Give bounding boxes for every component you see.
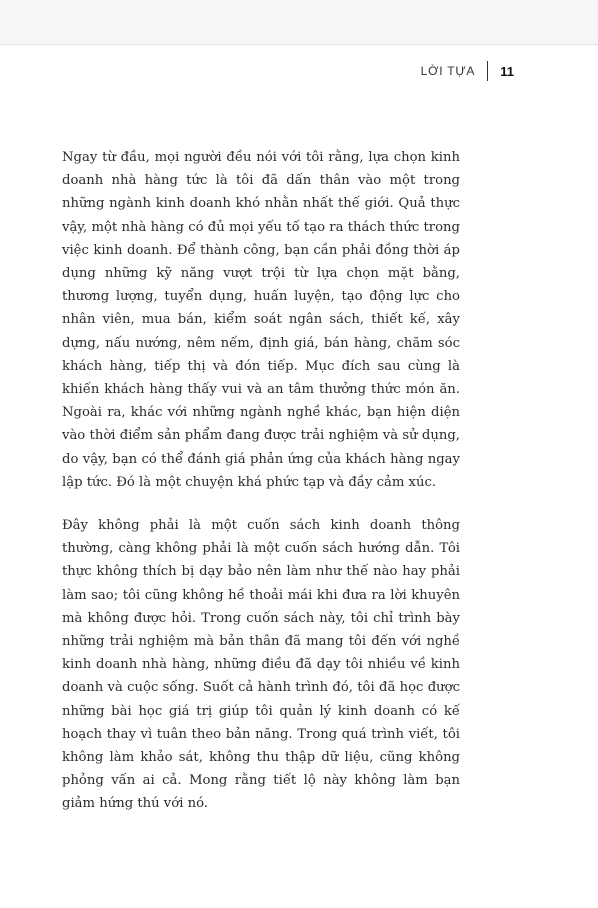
body-text (62, 146, 460, 816)
running-header (421, 60, 514, 82)
section-title: LỜI TỰA (420, 64, 476, 78)
page-number: 11 (500, 63, 514, 79)
top-page-border (0, 0, 598, 45)
paragraph-2: Đây không phải là một cuốn sách kinh doanh thông thường, càng không phải là một cuốn sách hướng dẫn. Tôi thực không thích bị dạy bảo nên làm như thế nào hay phải làm sao; tôi cũng không hề thoải mái khi đưa ra lời khuyên mà không được hỏi. Trong cuốn sách này, tôi chỉ trình bày những trải nghiệm mà bản thân đã mang tôi đến với nghề kinh doanh nhà hàng, những điều đã dạy tôi nhiều về kinh doanh và cuộc sống. Suốt cả hành trình đó, tôi đã học được những bài học giá trị giúp tôi quản lý kinh doanh có kế hoạch thay vì tuân theo bản năng. Trong quá trình viết, tôi không làm khảo sát, không thu thập dữ liệu, cũng không phỏng vấn ai cả. Mong rằng tiết lộ này không làm bạn giảm hứng thú với nó. (62, 518, 460, 812)
header-divider (487, 61, 488, 81)
paragraph-1: Ngay từ đầu, mọi người đều nói với tôi rằng, lựa chọn kinh doanh nhà hàng tức là tôi đã dấn thân vào một trong những ngành kinh doanh khó nhằn nhất thế giới. Quả thực vậy, một nhà hàng có đủ mọi yếu tố tạo ra thách thức trong việc kinh doanh. Để thành công, bạn cần phải đồng thời áp dụng những kỹ năng vượt trội từ lựa chọn mặt bằng, thương lượng, tuyển dụng, huấn luyện, tạo động lực cho nhân viên, mua bán, kiểm soát ngân sách, thiết kế, xây dựng, nấu nướng, nêm nếm, định giá, bán hàng, chăm sóc khách hàng, tiếp thị và đón tiếp. Mục đích sau cùng là khiến khách hàng thấy vui và an tâm thưởng thức món ăn. Ngoài ra, khác với những ngành nghề khác, bạn hiện diện vào thời điểm sản phẩm đang được trải nghiệm và sử dụng, do vậy, bạn có thể đánh giá phản ứng của khách hàng ngay lập tức. Đó là một chuyện khá phức tạp và đầy cảm xúc. (62, 150, 460, 490)
